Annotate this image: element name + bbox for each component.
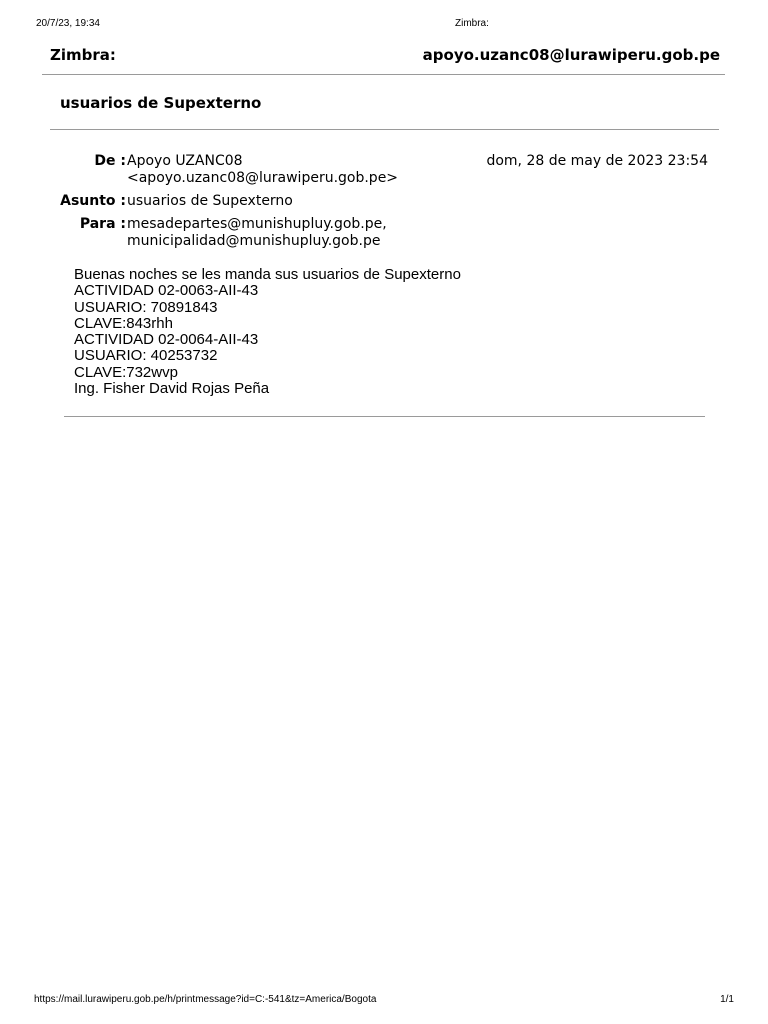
body-line: Ing. Fisher David Rojas Peña [74,380,270,398]
subject-row [50,193,710,210]
divider [50,129,719,130]
body-line: ACTIVIDAD 02-0063-AII-43 [74,282,259,300]
from-row [50,153,710,187]
recipient: mesadepartes@munishupluy.gob.pe, [127,216,387,232]
account-email: apoyo.uzanc08@lurawiperu.gob.pe [422,46,720,64]
to-label: Para : [79,216,126,232]
page-number: 1/1 [720,994,734,1005]
from-name: Apoyo UZANC08 [127,153,243,169]
from-email: <apoyo.uzanc08@lurawiperu.gob.pe> [127,170,399,186]
message-body [74,267,461,397]
message-subject-heading: usuarios de Supexterno [60,94,262,112]
body-line: CLAVE:732wvp [74,363,178,381]
message-date: dom, 28 de may de 2023 23:54 [486,153,708,169]
body-line: USUARIO: 40253732 [74,347,218,365]
brand-bar [50,46,720,68]
app-name: Zimbra: [50,46,116,64]
divider [42,74,725,75]
subject-label: Asunto : [60,193,126,209]
body-line: Buenas noches se les manda sus usuarios de Supexterno [74,266,461,283]
subject-value: usuarios de Supexterno [127,193,293,209]
recipient: municipalidad@munishupluy.gob.pe [127,233,381,249]
body-line: CLAVE:843rhh [74,314,173,332]
from-label: De : [94,153,126,169]
divider [64,416,705,417]
message-header [50,153,710,256]
body-line: ACTIVIDAD 02-0064-AII-43 [74,331,259,349]
print-datetime: 20/7/23, 19:34 [36,18,100,29]
print-title: Zimbra: [455,18,489,29]
print-url: https://mail.lurawiperu.gob.pe/h/printmessage?id=C:-541&tz=America/Bogota [34,994,377,1005]
body-line: USUARIO: 70891843 [74,298,218,316]
to-row [50,216,710,250]
